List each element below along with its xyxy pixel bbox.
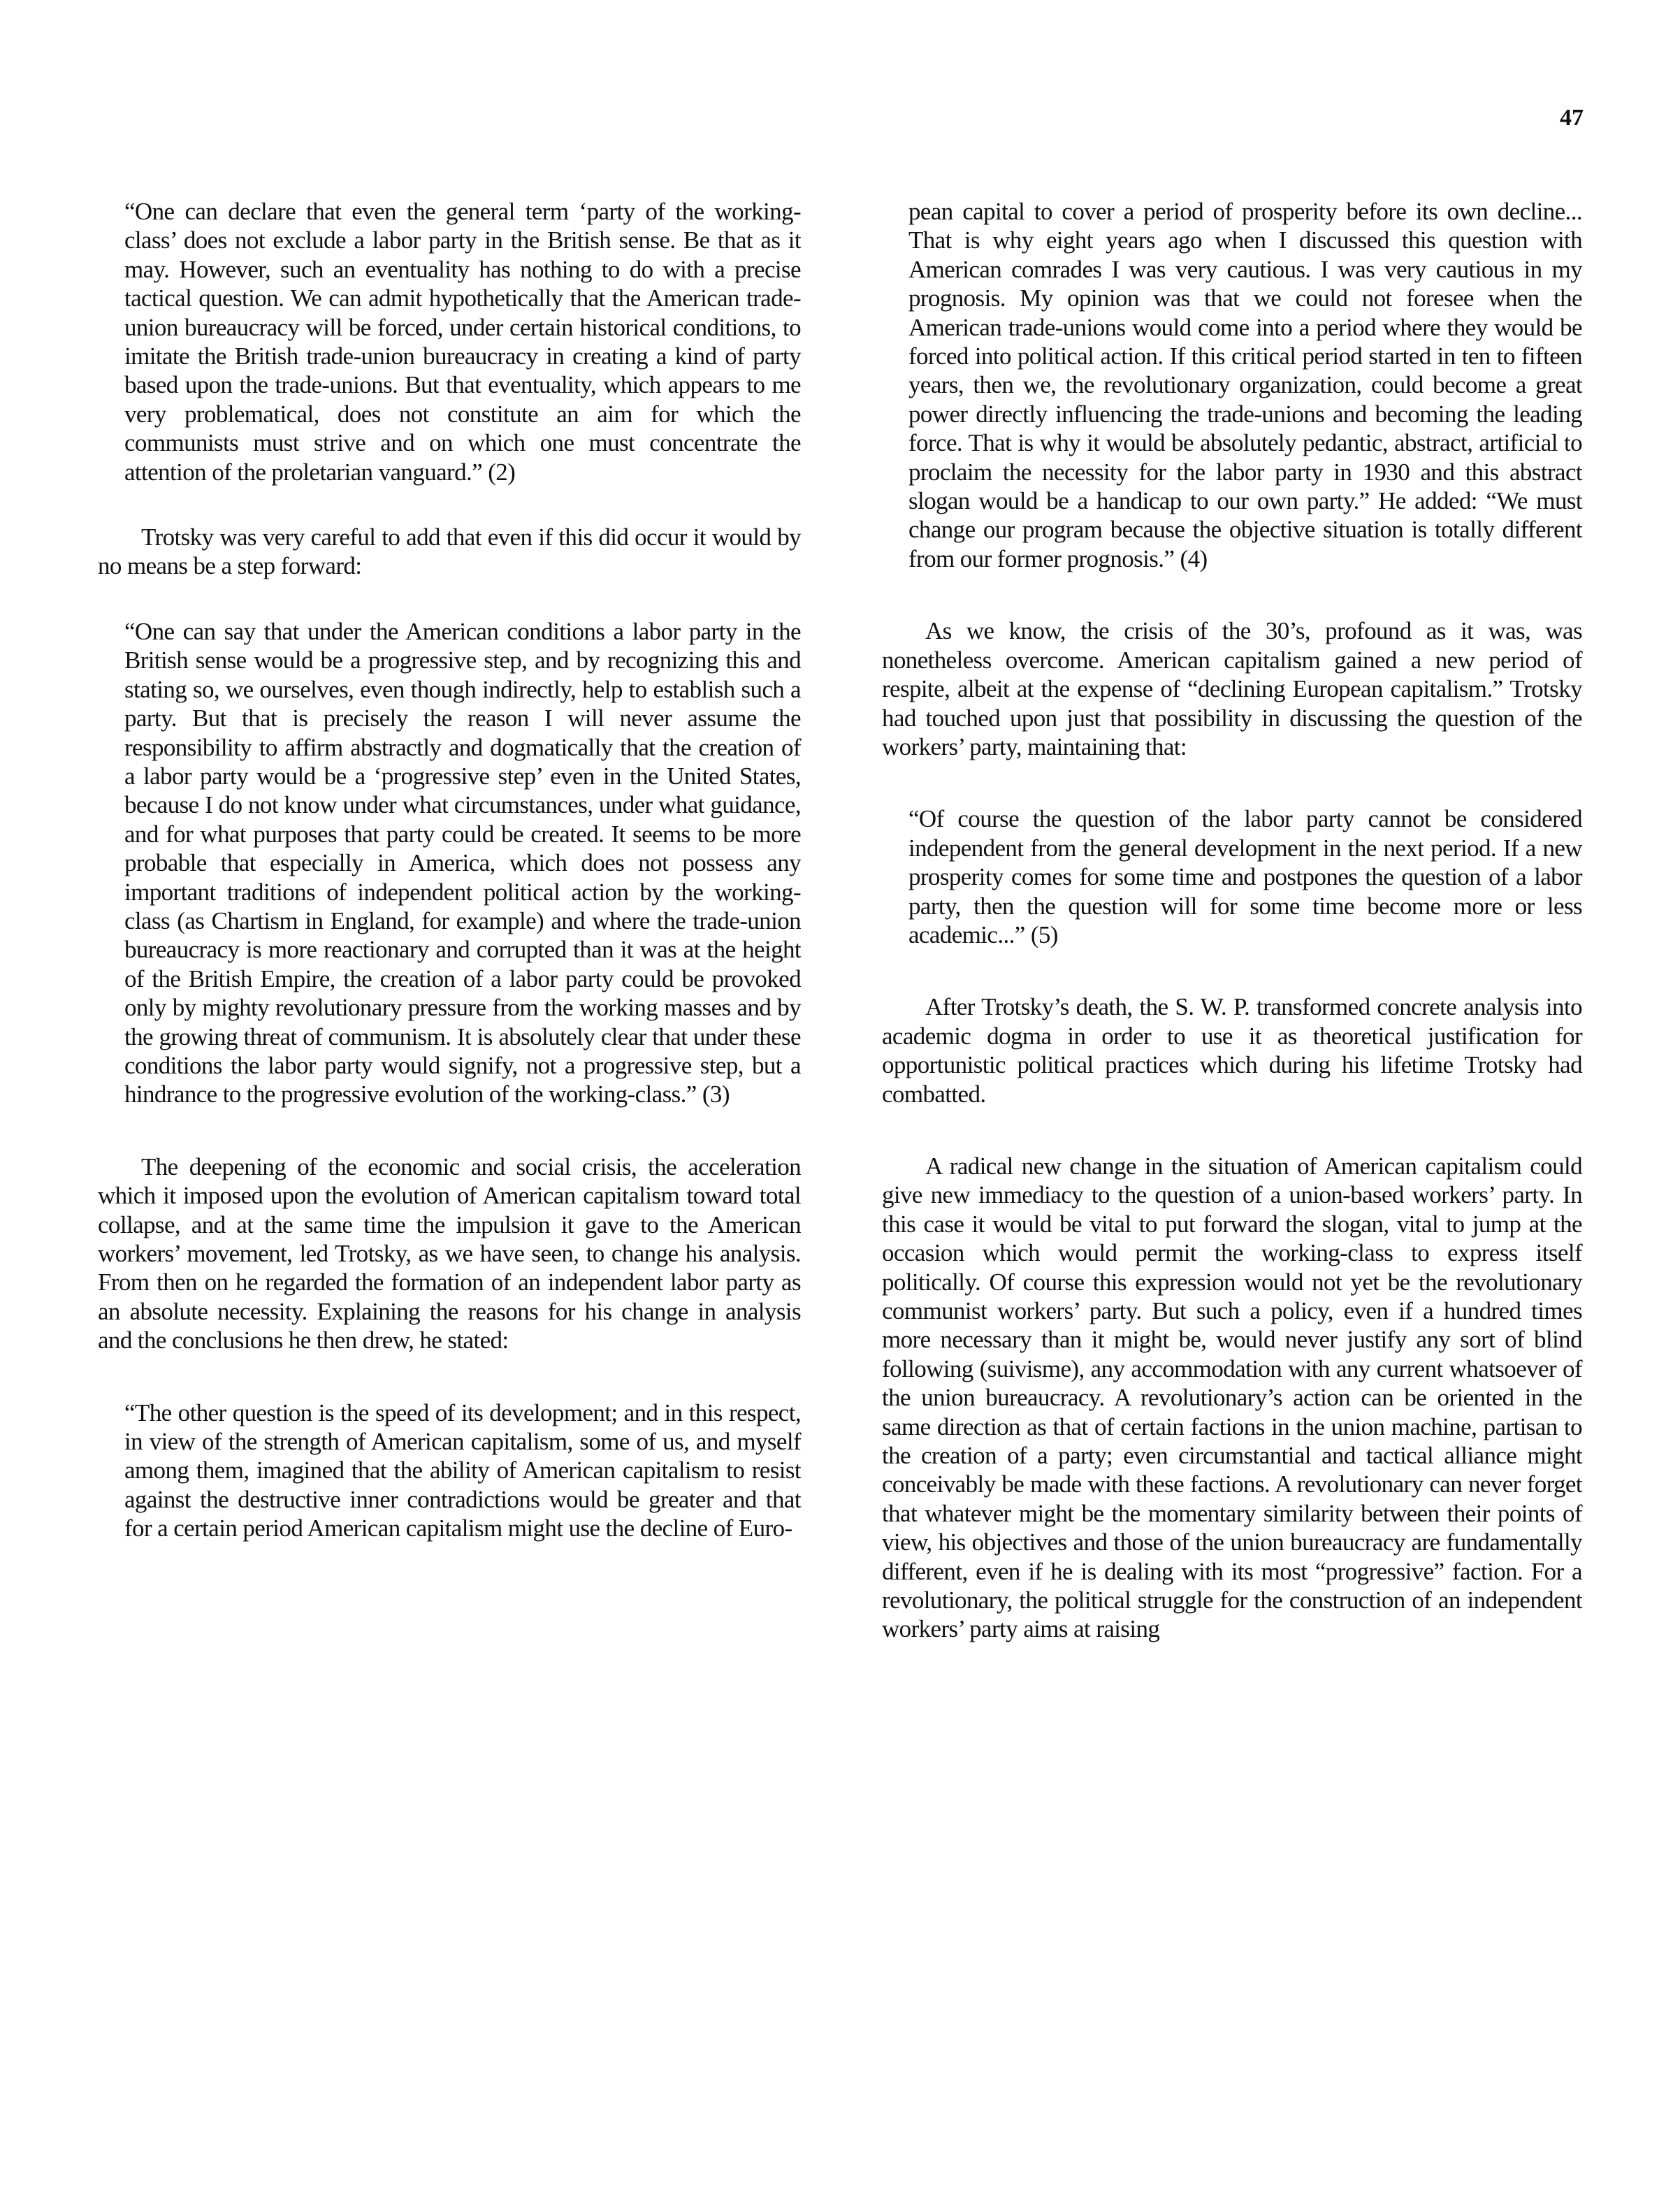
paragraph-crisis: As we know, the crisis of the 30’s, profound as it was, was nonetheless overcome. American capitalism gained a new period of respite, albeit at the expense of “declining European capitalism.” Trotsky had touched upon just that possibility in discussing the question of the workers’ party, maintaining that: (882, 617, 1582, 760)
block-quote-4-end: pean capital to cover a period of prosperity before its own decline... That is why eight years ago when I discussed this question with American comrades I was very cautious. I was very cautious in my prognosis. My opinion was that we could not foresee when the American trade-unions would come into a period where they would be forced into political action. If this critical period started in ten to fifteen years, then we, the revolutionary organization, could become a great power directly influencing the trade-unions and becoming the leading force. That is why it would be absolutely pedantic, abstract, artificial to proclaim the necessity for the labor party in 1930 and this abstract slogan would be a handicap to our own party.” He added: “We must change our program because the objective situation is totally different from our former prognosis.” (4) (908, 198, 1582, 572)
block-quote-3: “One can say that under the American conditions a labor party in the British sense would be a progressive step, and by recognizing this and stating so, we ourselves, even though indirectly, help to establish such a party. But that is precisely the reason I will never assume the responsibility to affirm abstractly and dogmatically that the creation of a labor party would be a ‘progressive step’ even in the United States, because I do not know under what circumstances, under what guidance, and for what purposes that party could be created. It seems to be more probable that especially in America, which does not possess any important traditions of independent political action by the working-class (as Chartism in England, for example) and where the trade-union bureaucracy is more reactionary and corrupted than it was at the height of the British Empire, the creation of a labor party could be provoked only by mighty revolutionary pressure from the working masses and by the growing threat of communism. It is absolutely clear that under these conditions the labor party would signify, not a progressive step, but a hindrance to the progressive evolution of the working-class.” (3) (124, 617, 801, 1108)
block-quote-5: “Of course the question of the labor party cannot be considered independent from the general development in the next period. If a new prosperity comes for some time and postpones the question of a labor party, then the question will for some time become more or less academic...” (5) (908, 805, 1582, 948)
block-quote-2: “One can declare that even the general term ‘party of the working-class’ does not exclude a labor party in the British sense. Be that as it may. However, such an eventuality has nothing to do with a precise tactical question. We can admit hypothetically that the American trade-union bureaucracy will be forced, under certain historical conditions, to imitate the British trade-union bureaucracy in creating a kind of party based upon the trade-unions. But that eventuality, which appears to me very problematical, does not constitute an aim for which the communists must strive and on which one must concentrate the attention of the proletarian vanguard.” (2) (124, 198, 801, 486)
page-number: 47 (1560, 105, 1584, 131)
paragraph-death: After Trotsky’s death, the S. W. P. transformed concrete analysis into academic dogma in order to use it as theoretical justification for opportunistic political practices which during his lifetime Trotsky had combatted. (882, 993, 1582, 1108)
paragraph-deepening: The deepening of the economic and social crisis, the acceleration which it imposed upon the evolution of American capitalism toward total collapse, and at the same time the impulsion it gave to the American workers’ movement, led Trotsky, as we have seen, to change his analysis. From then on he regarded the formation of an independent labor party as an absolute necessity. Explaining the reasons for his change in analysis and the conclusions he then drew, he stated: (98, 1152, 801, 1354)
right-column (882, 197, 1582, 1644)
paragraph-careful: Trotsky was very careful to add that even if this did occur it would by no means be a step forward: (98, 523, 801, 580)
left-column (98, 197, 801, 1543)
paragraph-radical: A radical new change in the situation of American capitalism could give new immediacy to the question of a union-based workers’ party. In this case it would be vital to put forward the slogan, vital to jump at the occasion which would permit the working-class to express itself politically. Of course this expression would not yet be the revolutionary communist workers’ party. But such a policy, even if a hundred times more necessary than it might be, would never justify any sort of blind following (suivisme), any accommodation with any current whatsoever of the union bureaucracy. A revolutionary’s action can be oriented in the same direction as that of certain factions in the union machine, partisan to the creation of a party; even circumstantial and tactical alliance might conceivably be made with these factions. A revolutionary can never forget that whatever might be the momentary similarity between their points of view, his objectives and those of the union bureaucracy are fundamentally different, even if he is dealing with its most “progressive” faction. For a revolutionary, the political struggle for the construction of an independent workers’ party aims at raising (882, 1152, 1582, 1643)
block-quote-4-start: “The other question is the speed of its development; and in this respect, in view of the strength of American capitalism, some of us, and myself among them, imagined that the ability of American capitalism to resist against the destructive inner contradictions would be greater and that for a certain period American capitalism might use the decline of Euro- (124, 1398, 801, 1542)
